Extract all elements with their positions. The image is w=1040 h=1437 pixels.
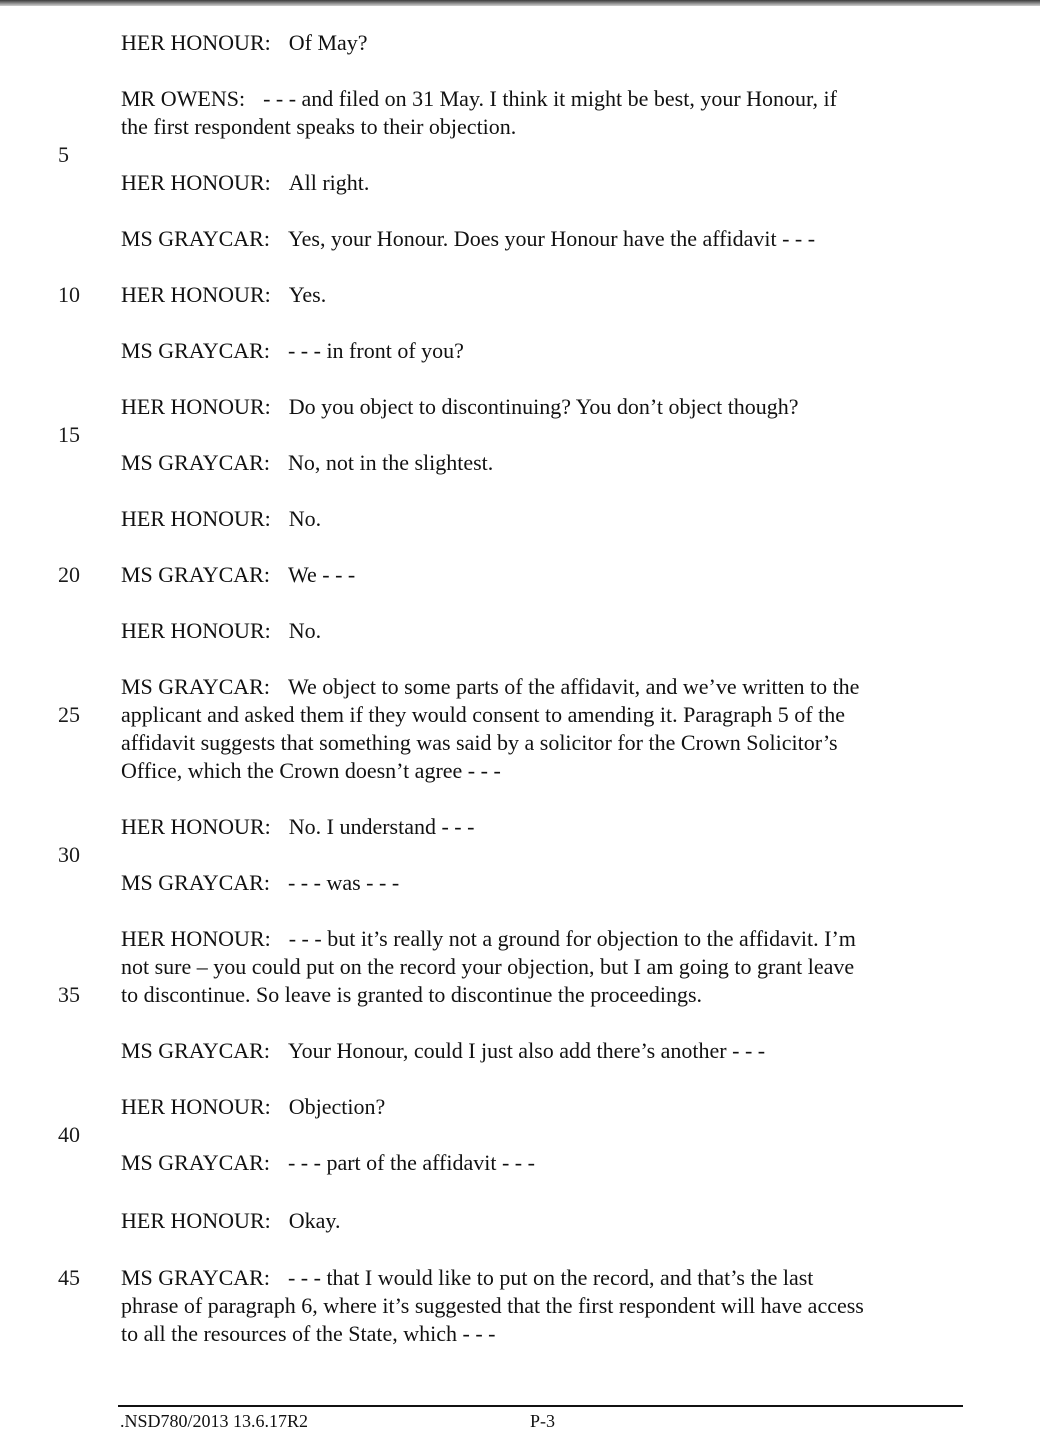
transcript-turn bbox=[121, 281, 961, 309]
line-number-25: 25 bbox=[58, 702, 80, 727]
speaker-label: HER HONOUR: bbox=[121, 814, 271, 839]
turn-text: Yes. bbox=[288, 282, 327, 307]
line-number-30: 30 bbox=[58, 842, 80, 867]
transcript-turn bbox=[121, 1093, 961, 1121]
transcript-turn bbox=[121, 449, 961, 477]
line-number-45: 45 bbox=[58, 1265, 80, 1290]
line-number-40: 40 bbox=[58, 1122, 80, 1147]
transcript-turn bbox=[121, 225, 961, 253]
transcript-turn bbox=[121, 29, 961, 57]
speaker-label: HER HONOUR: bbox=[121, 926, 271, 951]
turn-text: No, not in the slightest. bbox=[287, 450, 494, 475]
turn-text: - - - part of the affidavit - - - bbox=[287, 1150, 535, 1175]
turn-continuation-line: the first respondent speaks to their objection. bbox=[121, 114, 517, 139]
transcript-turn bbox=[121, 1264, 961, 1348]
speaker-label: MS GRAYCAR: bbox=[121, 1038, 270, 1063]
turn-text: No. bbox=[288, 506, 322, 531]
turn-continuation-line: not sure – you could put on the record your objection, but I am going to grant leave bbox=[121, 954, 855, 979]
speaker-label: HER HONOUR: bbox=[121, 618, 271, 643]
speaker-label: HER HONOUR: bbox=[121, 282, 271, 307]
transcript-turn bbox=[121, 393, 961, 421]
turn-text: All right. bbox=[288, 170, 370, 195]
transcript-turn bbox=[121, 505, 961, 533]
speaker-label: MS GRAYCAR: bbox=[121, 338, 270, 363]
line-number-15: 15 bbox=[58, 422, 80, 447]
transcript-turn bbox=[121, 337, 961, 365]
transcript-turn bbox=[121, 85, 961, 141]
turn-text: No. I understand - - - bbox=[288, 814, 475, 839]
turn-text: - - - that I would like to put on the record, and that’s the last bbox=[287, 1265, 814, 1290]
turn-text: - - - and filed on 31 May. I think it might be best, your Honour, if bbox=[263, 86, 837, 111]
transcript-turn bbox=[121, 617, 961, 645]
speaker-label: HER HONOUR: bbox=[121, 1208, 271, 1233]
turn-continuation-line: phrase of paragraph 6, where it’s suggested that the first respondent will have access bbox=[121, 1293, 864, 1318]
turn-continuation-line: to all the resources of the State, which - - - bbox=[121, 1321, 496, 1346]
speaker-label: HER HONOUR: bbox=[121, 170, 271, 195]
turn-continuation-line: Office, which the Crown doesn’t agree - - - bbox=[121, 758, 501, 783]
speaker-label: MS GRAYCAR: bbox=[121, 870, 270, 895]
turn-text: Your Honour, could I just also add there’s another - - - bbox=[287, 1038, 766, 1063]
speaker-label: MS GRAYCAR: bbox=[121, 674, 270, 699]
turn-continuation-line: to discontinue. So leave is granted to discontinue the proceedings. bbox=[121, 982, 703, 1007]
turn-text: - - - in front of you? bbox=[287, 338, 464, 363]
transcript-turn bbox=[121, 1037, 961, 1065]
turn-text: We object to some parts of the affidavit, and we’ve written to the bbox=[287, 674, 860, 699]
speaker-label: HER HONOUR: bbox=[121, 506, 271, 531]
line-number-35: 35 bbox=[58, 982, 80, 1007]
speaker-label: MR OWENS: bbox=[121, 86, 246, 111]
speaker-label: MS GRAYCAR: bbox=[121, 562, 270, 587]
speaker-label: MS GRAYCAR: bbox=[121, 1265, 270, 1290]
speaker-label: HER HONOUR: bbox=[121, 1094, 271, 1119]
transcript-turn bbox=[121, 169, 961, 197]
turn-continuation-line: applicant and asked them if they would consent to amending it. Paragraph 5 of the bbox=[121, 702, 845, 727]
document-reference: .NSD780/2013 13.6.17R2 bbox=[120, 1411, 309, 1431]
transcript-turn bbox=[121, 813, 961, 841]
turn-text: No. bbox=[288, 618, 322, 643]
turn-text: Objection? bbox=[288, 1094, 386, 1119]
speaker-label: MS GRAYCAR: bbox=[121, 226, 270, 251]
line-number-10: 10 bbox=[58, 282, 80, 307]
page-number: P-3 bbox=[530, 1411, 556, 1431]
turn-text: - - - was - - - bbox=[287, 870, 400, 895]
transcript-turn bbox=[121, 673, 961, 785]
speaker-label: HER HONOUR: bbox=[121, 394, 271, 419]
speaker-label: HER HONOUR: bbox=[121, 30, 271, 55]
turn-text: Okay. bbox=[288, 1208, 341, 1233]
transcript-turn bbox=[121, 1207, 961, 1235]
speaker-label: MS GRAYCAR: bbox=[121, 450, 270, 475]
turn-text: Of May? bbox=[288, 30, 368, 55]
speaker-label: MS GRAYCAR: bbox=[121, 1150, 270, 1175]
line-number-20: 20 bbox=[58, 562, 80, 587]
turn-continuation-line: affidavit suggests that something was said by a solicitor for the Crown Solicitor’s bbox=[121, 730, 838, 755]
footer-divider bbox=[118, 1405, 963, 1407]
turn-text: We - - - bbox=[287, 562, 356, 587]
line-number-5: 5 bbox=[58, 142, 69, 167]
transcript-turn bbox=[121, 869, 961, 897]
turn-text: Yes, your Honour. Does your Honour have the affidavit - - - bbox=[287, 226, 816, 251]
turn-text: - - - but it’s really not a ground for objection to the affidavit. I’m bbox=[288, 926, 856, 951]
transcript-turn bbox=[121, 925, 961, 1009]
transcript-turn bbox=[121, 1149, 961, 1177]
transcript-turn bbox=[121, 561, 961, 589]
turn-text: Do you object to discontinuing? You don’t object though? bbox=[288, 394, 799, 419]
